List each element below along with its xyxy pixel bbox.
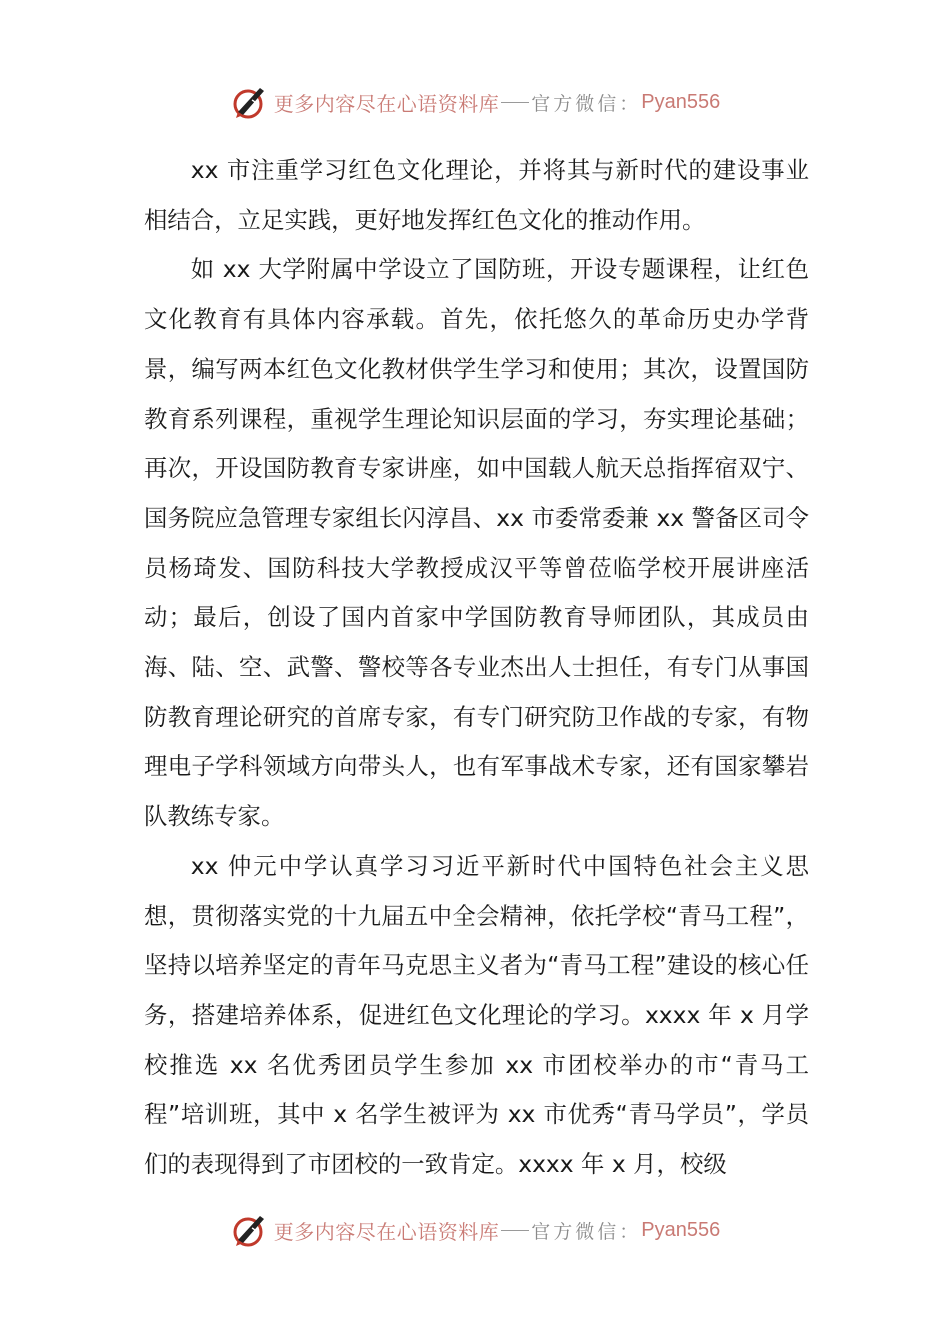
footer-banner [0, 1208, 950, 1252]
footer-wechat-id: Pyan556 [641, 1218, 721, 1241]
header-wechat-label: 官方微信： [531, 92, 642, 115]
document-body [144, 146, 809, 1190]
pen-logo-icon [230, 1210, 270, 1250]
header-divider [501, 102, 529, 103]
paragraph-2: 如 xx 大学附属中学设立了国防班，开设专题课程，让红色文化教育有具体内容承载。首先，依托悠久的革命历史办学背景，编写两本红色文化教材供学生学习和使用；其次，设置国防教育系列课程，重视学生理论知识层面的学习，夯实理论基础；再次，开设国防教育专家讲座，如中国载人航天总指挥宿双宁、国务院应急管理专家组长闪淳昌、xx 市委常委兼 xx 警备区司令员杨琦发、国防科技大学教授成汉平等曾莅临学校开展讲座活动；最后，创设了国内首家中学国防教育导师团队，其成员由海、陆、空、武警、警校等各专业杰出人士担任，有专门从事国防教育理论研究的首席专家，有专门研究防卫作战的专家，有物理电子学科领域方向带头人，也有军事战术专家，还有国家攀岩队教练专家。 [144, 255, 809, 831]
pen-logo-icon [230, 82, 270, 122]
footer-brand-text: 更多内容尽在心语资料库 [273, 1219, 500, 1244]
footer-divider [501, 1230, 529, 1231]
paragraph-3: xx 仲元中学认真学习习近平新时代中国特色社会主义思想，贯彻落实党的十九届五中全会精神，依托学校“青马工程”，坚持以培养坚定的青年马克思主义者为“青马工程”建设的核心任务，搭建培养体系，促进红色文化理论的学习。xxxx 年 x 月学校推选 xx 名优秀团员学生参加 xx 市团校举办的市“青马工程”培训班，其中 x 名学生被评为 xx 市优秀“青马学员”，学员们的表现得到了市团校的一致肯定。xxxx 年 x 月，校级 [144, 851, 809, 1179]
footer-wechat-label: 官方微信： [531, 1220, 642, 1243]
header-brand-text: 更多内容尽在心语资料库 [273, 91, 500, 116]
header-wechat-id: Pyan556 [641, 90, 721, 113]
header-banner [0, 80, 950, 124]
paragraph-1: xx 市注重学习红色文化理论，并将其与新时代的建设事业相结合，立足实践，更好地发挥红色文化的推动作用。 [144, 156, 809, 234]
